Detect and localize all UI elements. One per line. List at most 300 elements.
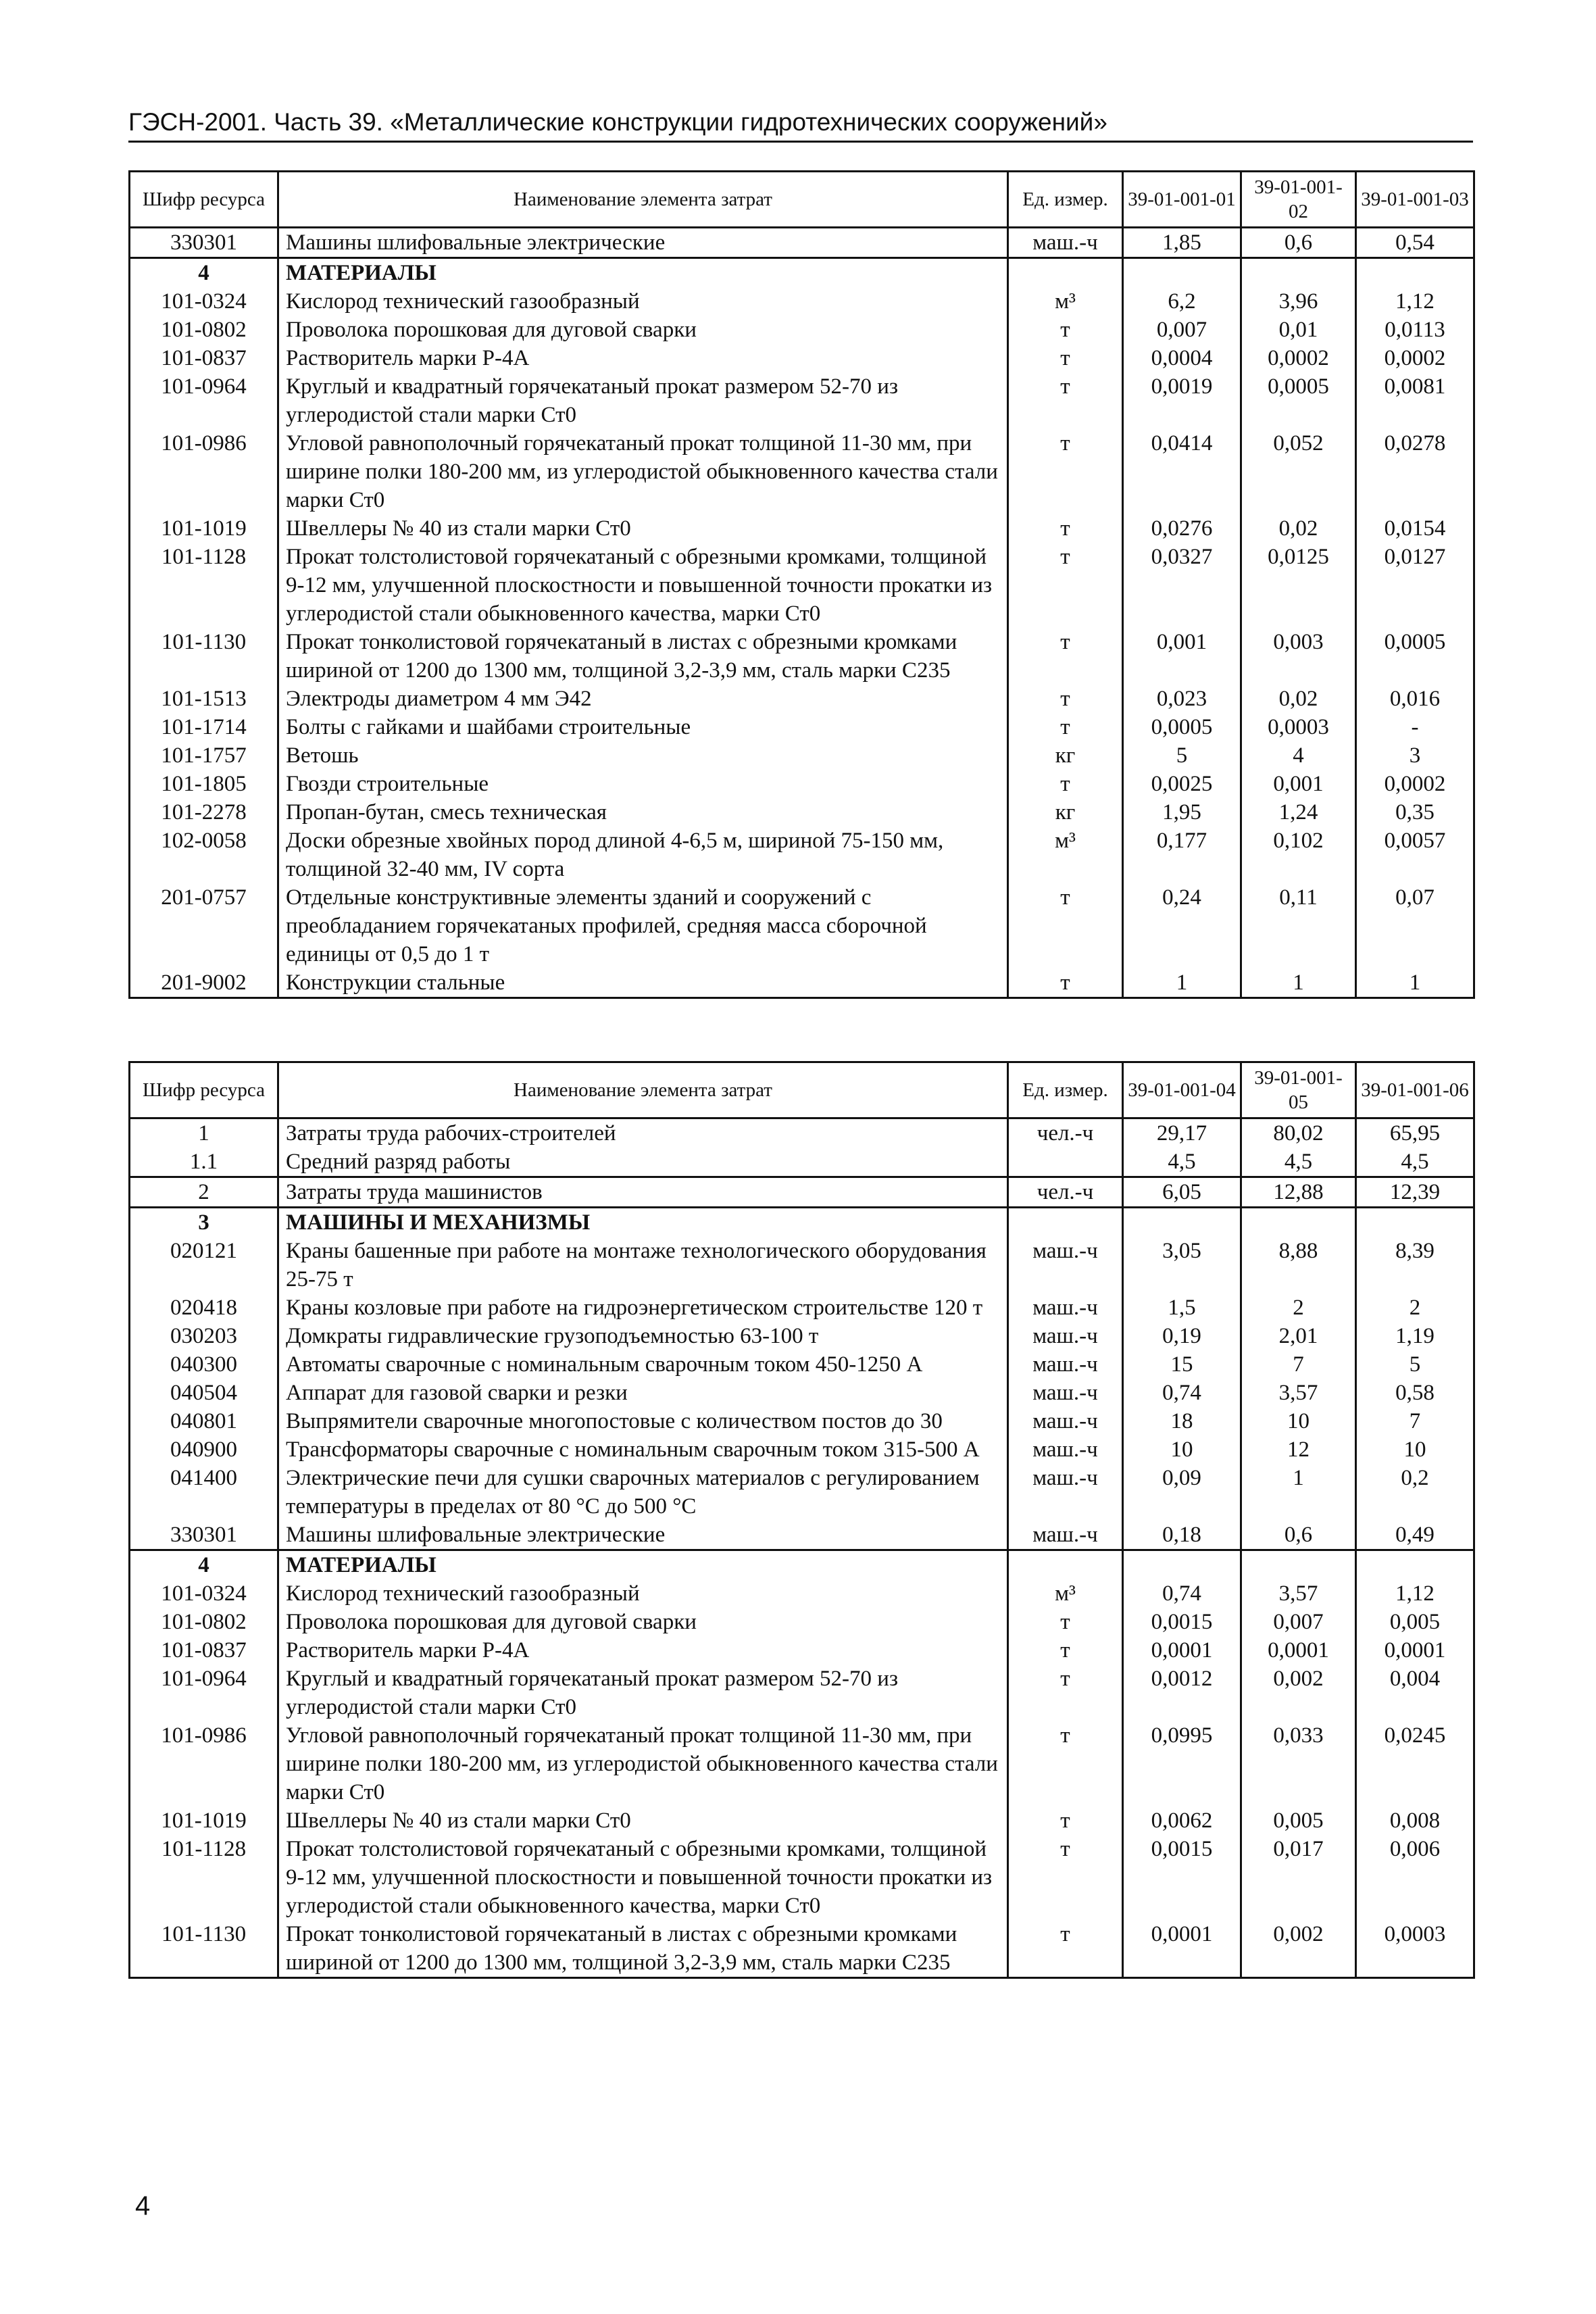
cell-unit: маш.-ч	[1008, 1237, 1123, 1294]
cell-value-1: 1,85	[1123, 228, 1241, 258]
cell-name: Машины шлифовальные электрические	[278, 228, 1008, 258]
table-row	[130, 685, 1474, 713]
cell-name: Проволока порошковая для дуговой сварки	[278, 316, 1008, 344]
cell-value-2: 0,052	[1241, 429, 1356, 514]
cell-code: 4	[130, 258, 278, 288]
cell-value-3: 1	[1356, 968, 1474, 998]
cell-value-3: 0,008	[1356, 1806, 1474, 1835]
cell-name: Пропан-бутан, смесь техническая	[278, 798, 1008, 827]
cell-value-3: 0,0005	[1356, 628, 1474, 685]
cell-value-3: 0,0278	[1356, 429, 1474, 514]
table-row	[130, 713, 1474, 741]
cell-unit: маш.-ч	[1008, 1322, 1123, 1350]
table-header-row	[130, 1062, 1474, 1118]
cell-value-2: 0,6	[1241, 1521, 1356, 1550]
cell-value-1: 0,177	[1123, 827, 1241, 883]
cell-name: Угловой равнополочный горячекатаный прокат толщиной 11-30 мм, при ширине полки 180-200 мм, из углеродистой обыкновенного качества стали марки Ст0	[278, 429, 1008, 514]
cell-value-3: 0,0002	[1356, 344, 1474, 372]
cell-value-1: 1,95	[1123, 798, 1241, 827]
header-col-2: 39-01-001-05	[1241, 1062, 1356, 1118]
cell-name: Домкраты гидравлические грузоподъемностью 63-100 т	[278, 1322, 1008, 1350]
table-row	[130, 741, 1474, 770]
cell-code: 2	[130, 1177, 278, 1208]
cell-value-2: 0,01	[1241, 316, 1356, 344]
table-row	[130, 1237, 1474, 1294]
cell-value-1: 0,0001	[1123, 1636, 1241, 1665]
cell-name: Растворитель марки Р-4А	[278, 344, 1008, 372]
table-row	[130, 1435, 1474, 1464]
cell-value-1: 0,19	[1123, 1322, 1241, 1350]
section-row	[130, 1550, 1474, 1580]
cell-value-2: 0,0002	[1241, 344, 1356, 372]
table-row	[130, 770, 1474, 798]
cell-code: 101-0324	[130, 287, 278, 316]
cell-code: 101-0324	[130, 1579, 278, 1608]
cell-value-2: 8,88	[1241, 1237, 1356, 1294]
cell-value-1: 29,17	[1123, 1118, 1241, 1148]
cell-value-2: 12,88	[1241, 1177, 1356, 1208]
cell-unit: маш.-ч	[1008, 1407, 1123, 1435]
table-row	[130, 1350, 1474, 1379]
cell-value-3: 3	[1356, 741, 1474, 770]
cell-value-2: 2,01	[1241, 1322, 1356, 1350]
cell-code: 101-0837	[130, 1636, 278, 1665]
cell-unit: м³	[1008, 287, 1123, 316]
cell-value-3	[1356, 1208, 1474, 1237]
cell-unit: т	[1008, 1806, 1123, 1835]
cell-value-1: 0,0012	[1123, 1665, 1241, 1721]
cell-value-3: 0,2	[1356, 1464, 1474, 1521]
header-unit: Ед. измер.	[1008, 172, 1123, 228]
cell-value-1: 0,0019	[1123, 372, 1241, 429]
cell-value-3: 10	[1356, 1435, 1474, 1464]
table-row	[130, 1665, 1474, 1721]
cell-value-2: 4	[1241, 741, 1356, 770]
cell-value-3: 0,0127	[1356, 543, 1474, 628]
cell-code: 1	[130, 1118, 278, 1148]
cell-code: 101-0802	[130, 316, 278, 344]
cell-value-3	[1356, 258, 1474, 288]
cell-name: Доски обрезные хвойных пород длиной 4-6,5 м, шириной 75-150 мм, толщиной 32-40 мм, IV сорта	[278, 827, 1008, 883]
cell-value-1: 6,05	[1123, 1177, 1241, 1208]
cell-value-3: 0,35	[1356, 798, 1474, 827]
table-row	[130, 798, 1474, 827]
cell-code: 040300	[130, 1350, 278, 1379]
cell-value-1: 3,05	[1123, 1237, 1241, 1294]
cell-value-2: 0,0005	[1241, 372, 1356, 429]
cell-value-2: 0,001	[1241, 770, 1356, 798]
cell-value-2: 0,0003	[1241, 713, 1356, 741]
cell-unit: т	[1008, 316, 1123, 344]
cell-code: 030203	[130, 1322, 278, 1350]
cell-name: Ветошь	[278, 741, 1008, 770]
cell-value-3: 12,39	[1356, 1177, 1474, 1208]
table-row	[130, 228, 1474, 258]
cell-code: 101-1513	[130, 685, 278, 713]
cell-value-1: 0,0995	[1123, 1721, 1241, 1806]
cell-name: Кислород технический газообразный	[278, 1579, 1008, 1608]
header-col-1: 39-01-001-01	[1123, 172, 1241, 228]
page-header	[128, 108, 1473, 143]
cell-value-1: 0,24	[1123, 883, 1241, 968]
cell-unit: маш.-ч	[1008, 1464, 1123, 1521]
cell-value-3: 0,49	[1356, 1521, 1474, 1550]
cell-value-3: 0,0003	[1356, 1920, 1474, 1978]
table-row	[130, 1636, 1474, 1665]
cell-name: Прокат толстолистовой горячекатаный с обрезными кромками, толщиной 9-12 мм, улучшенной плоскостности и повышенной точности прокатки из углеродистой стали обыкновенного качества, марки Ст0	[278, 1835, 1008, 1920]
cell-value-1: 15	[1123, 1350, 1241, 1379]
cell-value-2: 0,102	[1241, 827, 1356, 883]
cell-unit: маш.-ч	[1008, 228, 1123, 258]
cell-value-2: 0,02	[1241, 514, 1356, 543]
cell-value-2: 7	[1241, 1350, 1356, 1379]
cell-code: 101-1130	[130, 1920, 278, 1978]
cell-name: Электрические печи для сушки сварочных материалов с регулированием температуры в пределах от 80 °С до 500 °С	[278, 1464, 1008, 1521]
cell-value-1	[1123, 1208, 1241, 1237]
cell-value-2: 1	[1241, 968, 1356, 998]
cell-code: 101-0964	[130, 1665, 278, 1721]
cell-value-2: 0,017	[1241, 1835, 1356, 1920]
cell-unit: т	[1008, 968, 1123, 998]
cell-name: Швеллеры № 40 из стали марки Ст0	[278, 514, 1008, 543]
cell-unit: т	[1008, 543, 1123, 628]
cell-value-2: 0,002	[1241, 1665, 1356, 1721]
cell-value-1: 0,0414	[1123, 429, 1241, 514]
cell-name: Проволока порошковая для дуговой сварки	[278, 1608, 1008, 1636]
cell-name: МАТЕРИАЛЫ	[278, 258, 1008, 288]
cell-code: 330301	[130, 1521, 278, 1550]
cell-value-2	[1241, 258, 1356, 288]
table-row	[130, 1118, 1474, 1148]
cell-code: 101-0964	[130, 372, 278, 429]
table-row	[130, 1806, 1474, 1835]
cell-value-2: 3,96	[1241, 287, 1356, 316]
cell-value-1	[1123, 1550, 1241, 1580]
cell-value-2: 1,24	[1241, 798, 1356, 827]
cell-name: Краны башенные при работе на монтаже технологического оборудования 25-75 т	[278, 1237, 1008, 1294]
cell-code: 1.1	[130, 1148, 278, 1177]
cell-value-1: 0,0004	[1123, 344, 1241, 372]
table-row	[130, 968, 1474, 998]
cell-code: 3	[130, 1208, 278, 1237]
table-row	[130, 1148, 1474, 1177]
cell-value-3: 1,19	[1356, 1322, 1474, 1350]
cell-name: Машины шлифовальные электрические	[278, 1521, 1008, 1550]
cell-name: Трансформаторы сварочные с номинальным сварочным током 315-500 А	[278, 1435, 1008, 1464]
section-row	[130, 258, 1474, 288]
cell-name: Угловой равнополочный горячекатаный прокат толщиной 11-30 мм, при ширине полки 180-200 мм, из углеродистой обыкновенного качества стали марки Ст0	[278, 1721, 1008, 1806]
header-code: Шифр ресурса	[130, 172, 278, 228]
cell-name: Краны козловые при работе на гидроэнергетическом строительстве 120 т	[278, 1294, 1008, 1322]
header-col-2: 39-01-001-02	[1241, 172, 1356, 228]
cell-unit	[1008, 1148, 1123, 1177]
cell-name: Выпрямители сварочные многопостовые с количеством постов до 30	[278, 1407, 1008, 1435]
cell-value-1: 5	[1123, 741, 1241, 770]
cell-value-1	[1123, 258, 1241, 288]
cell-value-1: 0,74	[1123, 1579, 1241, 1608]
cell-value-3: 0,0001	[1356, 1636, 1474, 1665]
cell-value-1: 0,0015	[1123, 1608, 1241, 1636]
table-row	[130, 1721, 1474, 1806]
table-2-body	[130, 1118, 1474, 1978]
table-row	[130, 344, 1474, 372]
cell-value-3: 0,0081	[1356, 372, 1474, 429]
cell-name: Прокат тонколистовой горячекатаный в листах с обрезными кромками шириной от 1200 до 1300 мм, толщиной 3,2-3,9 мм, сталь марки С235	[278, 1920, 1008, 1978]
cell-unit: маш.-ч	[1008, 1379, 1123, 1407]
cell-value-3: 7	[1356, 1407, 1474, 1435]
cell-code: 101-1128	[130, 543, 278, 628]
cell-code: 102-0058	[130, 827, 278, 883]
table-row	[130, 316, 1474, 344]
cell-unit: т	[1008, 1920, 1123, 1978]
cell-unit: т	[1008, 429, 1123, 514]
norm-table-1	[128, 170, 1475, 999]
cell-value-2: 12	[1241, 1435, 1356, 1464]
cell-value-2: 0,002	[1241, 1920, 1356, 1978]
cell-unit: т	[1008, 685, 1123, 713]
cell-value-1: 0,0015	[1123, 1835, 1241, 1920]
cell-code: 101-1714	[130, 713, 278, 741]
cell-name: Затраты труда машинистов	[278, 1177, 1008, 1208]
cell-name: Гвозди строительные	[278, 770, 1008, 798]
cell-code: 101-0802	[130, 1608, 278, 1636]
cell-unit: т	[1008, 1835, 1123, 1920]
cell-code: 201-9002	[130, 968, 278, 998]
table-row	[130, 883, 1474, 968]
table-1-body	[130, 228, 1474, 998]
cell-value-3: 2	[1356, 1294, 1474, 1322]
cell-name: Круглый и квадратный горячекатаный прокат размером 52-70 из углеродистой стали марки Ст0	[278, 1665, 1008, 1721]
page-number: 4	[135, 2191, 151, 2221]
cell-unit: м³	[1008, 827, 1123, 883]
cell-value-2: 0,003	[1241, 628, 1356, 685]
cell-value-3: 0,0245	[1356, 1721, 1474, 1806]
cell-value-2: 3,57	[1241, 1579, 1356, 1608]
cell-name: Растворитель марки Р-4А	[278, 1636, 1008, 1665]
cell-code: 330301	[130, 228, 278, 258]
cell-name: Конструкции стальные	[278, 968, 1008, 998]
cell-value-3: 8,39	[1356, 1237, 1474, 1294]
table-row	[130, 514, 1474, 543]
cell-code: 101-1805	[130, 770, 278, 798]
cell-value-3: 0,0154	[1356, 514, 1474, 543]
cell-unit: т	[1008, 770, 1123, 798]
cell-value-2: 0,0001	[1241, 1636, 1356, 1665]
cell-value-1: 0,09	[1123, 1464, 1241, 1521]
cell-unit	[1008, 1208, 1123, 1237]
cell-unit: м³	[1008, 1579, 1123, 1608]
header-unit: Ед. измер.	[1008, 1062, 1123, 1118]
cell-unit: т	[1008, 1608, 1123, 1636]
table-row	[130, 1177, 1474, 1208]
cell-unit: т	[1008, 1721, 1123, 1806]
cell-value-3: 0,0002	[1356, 770, 1474, 798]
cell-code: 040504	[130, 1379, 278, 1407]
cell-unit: маш.-ч	[1008, 1294, 1123, 1322]
cell-value-3: 0,004	[1356, 1665, 1474, 1721]
cell-value-2: 0,005	[1241, 1806, 1356, 1835]
cell-value-3: 65,95	[1356, 1118, 1474, 1148]
cell-value-2: 2	[1241, 1294, 1356, 1322]
cell-value-3: 0,005	[1356, 1608, 1474, 1636]
table-row	[130, 543, 1474, 628]
cell-unit: т	[1008, 1665, 1123, 1721]
cell-value-1: 0,0276	[1123, 514, 1241, 543]
header-name: Наименование элемента затрат	[278, 172, 1008, 228]
cell-value-1: 0,001	[1123, 628, 1241, 685]
header-col-3: 39-01-001-06	[1356, 1062, 1474, 1118]
cell-code: 041400	[130, 1464, 278, 1521]
cell-code: 101-0837	[130, 344, 278, 372]
cell-code: 101-1128	[130, 1835, 278, 1920]
table-row	[130, 287, 1474, 316]
cell-unit: кг	[1008, 798, 1123, 827]
section-row	[130, 1208, 1474, 1237]
cell-name: Затраты труда рабочих-строителей	[278, 1118, 1008, 1148]
cell-value-1: 0,007	[1123, 316, 1241, 344]
cell-code: 101-1130	[130, 628, 278, 685]
cell-value-3: 1,12	[1356, 1579, 1474, 1608]
cell-name: Прокат тонколистовой горячекатаный в листах с обрезными кромками шириной от 1200 до 1300 мм, толщиной 3,2-3,9 мм, сталь марки С235	[278, 628, 1008, 685]
norm-table-2	[128, 1061, 1475, 1979]
cell-code: 101-2278	[130, 798, 278, 827]
header-name: Наименование элемента затрат	[278, 1062, 1008, 1118]
cell-unit: чел.-ч	[1008, 1177, 1123, 1208]
cell-value-2: 80,02	[1241, 1118, 1356, 1148]
cell-value-1: 0,0005	[1123, 713, 1241, 741]
cell-value-3: 1,12	[1356, 287, 1474, 316]
cell-value-2	[1241, 1208, 1356, 1237]
cell-code: 020418	[130, 1294, 278, 1322]
table-row	[130, 1579, 1474, 1608]
cell-unit: т	[1008, 628, 1123, 685]
cell-value-1: 0,18	[1123, 1521, 1241, 1550]
cell-value-1: 10	[1123, 1435, 1241, 1464]
cell-value-1: 0,74	[1123, 1379, 1241, 1407]
cell-unit: т	[1008, 883, 1123, 968]
cell-value-3: 0,54	[1356, 228, 1474, 258]
cell-value-3: 5	[1356, 1350, 1474, 1379]
cell-value-2: 4,5	[1241, 1148, 1356, 1177]
cell-name: Кислород технический газообразный	[278, 287, 1008, 316]
cell-unit: маш.-ч	[1008, 1521, 1123, 1550]
cell-name: Автоматы сварочные с номинальным сварочным током 450-1250 А	[278, 1350, 1008, 1379]
cell-value-3: -	[1356, 713, 1474, 741]
cell-value-2: 0,0125	[1241, 543, 1356, 628]
cell-value-2: 0,007	[1241, 1608, 1356, 1636]
cell-name: МАШИНЫ И МЕХАНИЗМЫ	[278, 1208, 1008, 1237]
cell-value-1: 1	[1123, 968, 1241, 998]
cell-name: МАТЕРИАЛЫ	[278, 1550, 1008, 1580]
cell-name: Круглый и квадратный горячекатаный прокат размером 52-70 из углеродистой стали марки Ст0	[278, 372, 1008, 429]
table-row	[130, 1521, 1474, 1550]
table-row	[130, 1407, 1474, 1435]
cell-code: 201-0757	[130, 883, 278, 968]
cell-name: Средний разряд работы	[278, 1148, 1008, 1177]
cell-name: Швеллеры № 40 из стали марки Ст0	[278, 1806, 1008, 1835]
cell-name: Электроды диаметром 4 мм Э42	[278, 685, 1008, 713]
cell-value-2	[1241, 1550, 1356, 1580]
table-row	[130, 628, 1474, 685]
cell-unit	[1008, 258, 1123, 288]
cell-value-3: 0,0057	[1356, 827, 1474, 883]
cell-value-2: 0,033	[1241, 1721, 1356, 1806]
cell-name: Прокат толстолистовой горячекатаный с обрезными кромками, толщиной 9-12 мм, улучшенной плоскостности и повышенной точности прокатки из углеродистой стали обыкновенного качества, марки Ст0	[278, 543, 1008, 628]
cell-unit: т	[1008, 344, 1123, 372]
cell-unit: чел.-ч	[1008, 1118, 1123, 1148]
cell-code: 101-1019	[130, 514, 278, 543]
cell-value-1: 0,0025	[1123, 770, 1241, 798]
cell-code: 4	[130, 1550, 278, 1580]
cell-value-3: 0,0113	[1356, 316, 1474, 344]
cell-code: 020121	[130, 1237, 278, 1294]
cell-unit: кг	[1008, 741, 1123, 770]
table-header-row	[130, 172, 1474, 228]
cell-unit	[1008, 1550, 1123, 1580]
table-row	[130, 1379, 1474, 1407]
table-row	[130, 1464, 1474, 1521]
cell-value-3: 0,006	[1356, 1835, 1474, 1920]
cell-value-3: 0,016	[1356, 685, 1474, 713]
header-col-3: 39-01-001-03	[1356, 172, 1474, 228]
cell-value-1: 4,5	[1123, 1148, 1241, 1177]
table-row	[130, 827, 1474, 883]
cell-name: Болты с гайками и шайбами строительные	[278, 713, 1008, 741]
cell-unit: т	[1008, 514, 1123, 543]
cell-value-1: 0,0001	[1123, 1920, 1241, 1978]
cell-value-1: 6,2	[1123, 287, 1241, 316]
table-row	[130, 372, 1474, 429]
page-header-title: ГЭСН-2001. Часть 39. «Металлические конструкции гидротехнических сооружений»	[128, 108, 1107, 136]
header-col-1: 39-01-001-04	[1123, 1062, 1241, 1118]
cell-value-3: 0,58	[1356, 1379, 1474, 1407]
cell-value-2: 0,6	[1241, 228, 1356, 258]
cell-code: 101-1019	[130, 1806, 278, 1835]
cell-value-1: 18	[1123, 1407, 1241, 1435]
cell-code: 040900	[130, 1435, 278, 1464]
cell-name: Отдельные конструктивные элементы зданий и сооружений с преобладанием горячекатаных профилей, средняя масса сборочной единицы от 0,5 до 1 т	[278, 883, 1008, 968]
cell-value-3: 0,07	[1356, 883, 1474, 968]
cell-unit: т	[1008, 713, 1123, 741]
table-row	[130, 1294, 1474, 1322]
cell-name: Аппарат для газовой сварки и резки	[278, 1379, 1008, 1407]
cell-value-2: 3,57	[1241, 1379, 1356, 1407]
header-code: Шифр ресурса	[130, 1062, 278, 1118]
cell-value-2: 10	[1241, 1407, 1356, 1435]
cell-code: 101-1757	[130, 741, 278, 770]
table-row	[130, 1920, 1474, 1978]
cell-value-2: 1	[1241, 1464, 1356, 1521]
cell-unit: маш.-ч	[1008, 1350, 1123, 1379]
cell-unit: маш.-ч	[1008, 1435, 1123, 1464]
cell-value-2: 0,02	[1241, 685, 1356, 713]
cell-value-3	[1356, 1550, 1474, 1580]
table-row	[130, 1322, 1474, 1350]
table-row	[130, 1835, 1474, 1920]
cell-value-1: 0,0327	[1123, 543, 1241, 628]
table-row	[130, 429, 1474, 514]
cell-value-3: 4,5	[1356, 1148, 1474, 1177]
table-row	[130, 1608, 1474, 1636]
cell-unit: т	[1008, 372, 1123, 429]
cell-code: 040801	[130, 1407, 278, 1435]
cell-code: 101-0986	[130, 1721, 278, 1806]
cell-unit: т	[1008, 1636, 1123, 1665]
cell-value-1: 0,0062	[1123, 1806, 1241, 1835]
cell-value-1: 0,023	[1123, 685, 1241, 713]
cell-value-1: 1,5	[1123, 1294, 1241, 1322]
cell-value-2: 0,11	[1241, 883, 1356, 968]
